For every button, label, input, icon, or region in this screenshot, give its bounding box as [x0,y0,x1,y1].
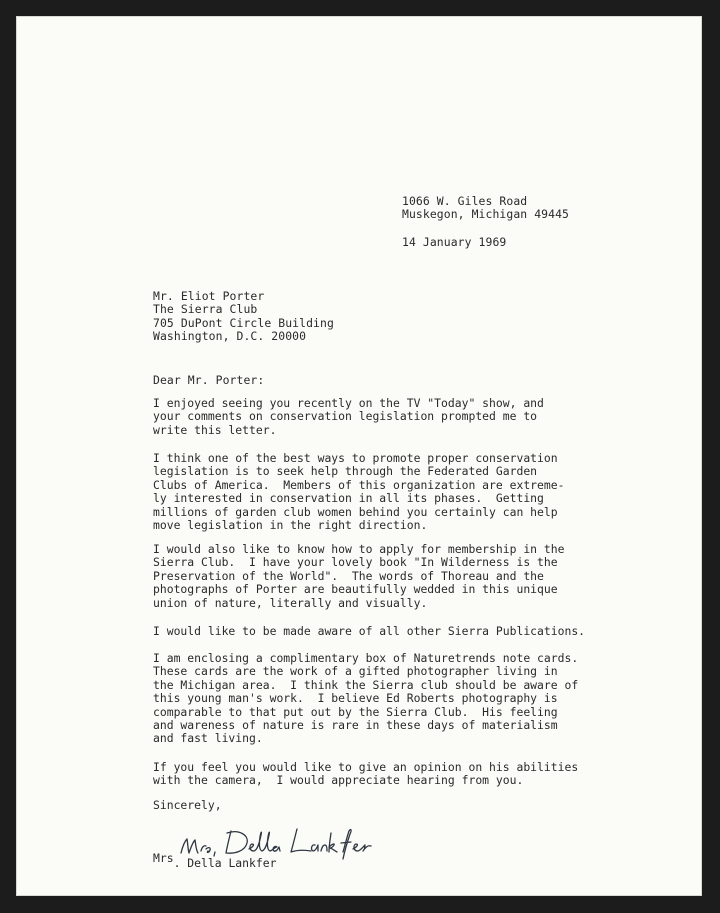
signer-prefix: Mrs [153,851,174,865]
paragraph-1: I enjoyed seeing you recently on the TV "Today" show, and your comments on conservation legislation prompted me to write this letter. [153,396,544,437]
recipient-line: 705 DuPont Circle Building [153,315,334,330]
paragraph-3: I would also like to know how to apply for membership in the Sierra Club. I have your lovely book "In Wilderness is the Preservation of the World". The words of Thoreau and the photographs of Porter are beautifully wedded in this unique union of nature, literally and visually. [153,542,565,610]
recipient-line: Washington, D.C. 20000 [153,329,307,344]
recipient-line: Mr. Eliot Porter [153,289,265,303]
sender-address [402,195,569,222]
salutation: Dear Mr. Porter: [153,373,265,387]
paragraph-2: I think one of the best ways to promote proper conservation legislation is to seek help through the Federated Garden Clubs of America. Members of this organization are extreme- ly interested in conservation in all its phases. Getting millions of garden club women behind you certainly can help move legislation in the right direction. [153,451,565,533]
signer-name [153,851,277,870]
letter-page [16,16,702,896]
paragraph-6: If you feel you would like to give an opinion on his abilities with the camera, I would appreciate hearing from you. [153,760,579,788]
address-line: Muskegon, Michigan 49445 [402,207,569,222]
signer-rest: . Della Lankfer [173,856,277,870]
paragraph-4: I would like to be made aware of all other Sierra Publications. [153,624,586,638]
recipient-line: The Sierra Club [153,302,258,317]
paragraph-5: I am enclosing a complimentary box of Naturetrends note cards. These cards are the work of a gifted photographer living in the Michigan area. I think the Sierra club should be aware of this young man's work. I believe Ed Roberts photography is comparable to that put out by the Sierra Club. His feeling and wareness of nature is rare in these days of materialism and fast living. [153,651,579,746]
closing: Sincerely, [153,798,222,812]
address-line: 1066 W. Giles Road [402,194,528,208]
recipient-address [153,290,334,344]
letter-date: 14 January 1969 [402,235,507,249]
